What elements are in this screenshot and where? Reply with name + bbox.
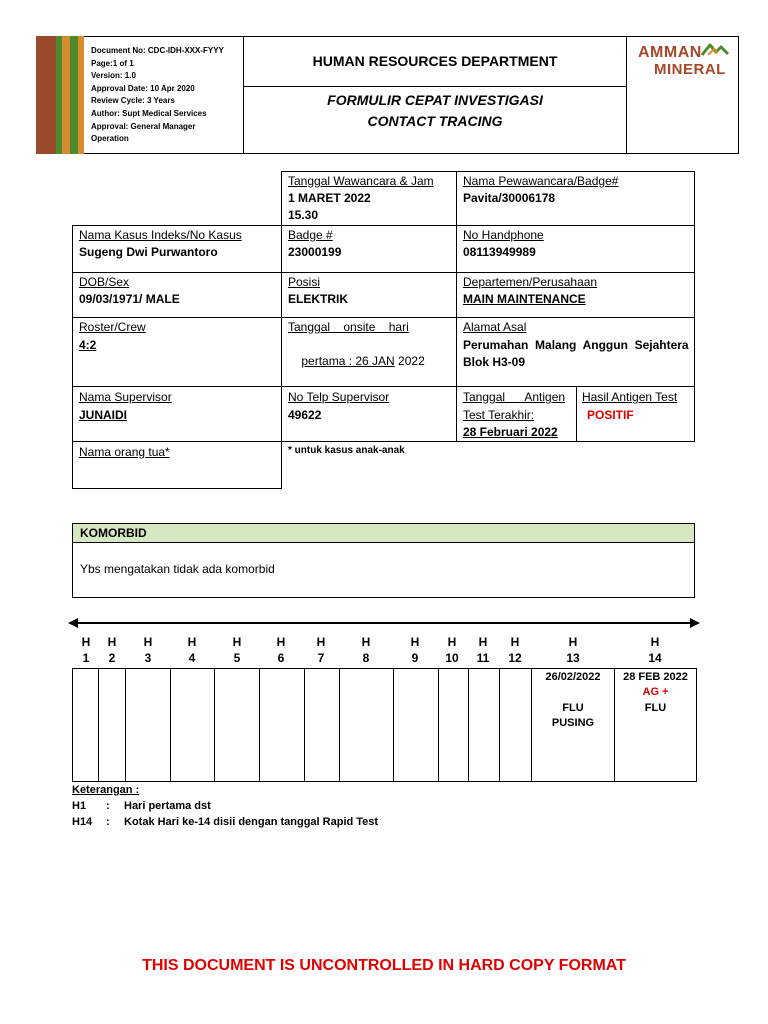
parent-label: Nama orang tua* [79, 445, 170, 459]
day14-date: 28 FEB 2022 [623, 671, 688, 683]
supervisor-label: Nama Supervisor [79, 390, 172, 404]
interview-date-value: 1 MARET 2022 [288, 191, 371, 205]
day-box-3 [125, 668, 171, 782]
day-boxes [72, 668, 697, 782]
dob-label: DOB/Sex [79, 275, 130, 289]
day-header-14: H 14 [648, 635, 662, 665]
phone-cell [456, 225, 695, 273]
komorbid-body [72, 542, 695, 598]
stripe-orange [62, 36, 70, 154]
sup-phone-value: 49622 [288, 408, 322, 422]
day-header-4: H 4 [187, 635, 197, 665]
day-header-9: H 9 [410, 635, 420, 665]
antigen-date-cell [456, 386, 577, 442]
legend-title: Keterangan : [72, 784, 140, 796]
company-logo [636, 41, 732, 81]
day-box-5 [214, 668, 260, 782]
day-box-10 [438, 668, 469, 782]
legend-value-2: Kotak Hari ke-14 disii dengan tanggal Rapid Test [124, 816, 379, 828]
day-header-8: H 8 [361, 635, 371, 665]
day-box-6 [259, 668, 305, 782]
interview-date-label: Tanggal Wawancara & Jam [288, 174, 434, 188]
phone-value: 08113949989 [463, 245, 536, 259]
dept-label: Departemen/Perusahaan [463, 275, 598, 289]
day-box-2 [98, 668, 126, 782]
mountain-icon [700, 41, 730, 57]
position-value: ELEKTRIK [288, 292, 348, 306]
day13-symptom-2: PUSING [551, 717, 595, 729]
interviewer-label: Nama Pewawancara/Badge# [463, 174, 619, 188]
legend-key-1: H1 [72, 800, 87, 812]
case-name-value: Sugeng Dwi Purwantoro [79, 245, 218, 259]
day13-symptom-1: FLU [562, 702, 584, 714]
interview-time-value: 15.30 [288, 208, 319, 222]
antigen-result-label: Hasil Antigen Test [582, 390, 678, 404]
antigen-result-cell [576, 386, 695, 442]
roster-cell [72, 317, 282, 387]
antigen-result-value: POSITIF [587, 408, 634, 422]
sup-phone-label: No Telp Supervisor [288, 390, 390, 404]
case-name-label: Nama Kasus Indeks/No Kasus [79, 228, 242, 242]
form-title-box [243, 86, 627, 154]
legend-value-1: Hari pertama dst [124, 800, 211, 812]
badge-value: 23000199 [288, 245, 342, 259]
day14-symptom-1: FLU [644, 702, 667, 714]
address-label: Alamat Asal [463, 320, 527, 334]
antigen-date-label-line2: Test Terakhir: [463, 408, 535, 422]
interview-date-cell [281, 171, 457, 226]
doc-meta-line: Review Cycle: 3 Years [91, 96, 175, 106]
parent-cell [72, 441, 282, 489]
doc-meta-line: Version: 1.0 [91, 71, 136, 81]
day-box-7 [304, 668, 340, 782]
form-title-line2: CONTACT TRACING [367, 113, 503, 129]
day-header-13: H 13 [566, 635, 580, 665]
doc-meta-line: Approval: General Manager [91, 121, 196, 131]
day-header-7: H 7 [316, 635, 326, 665]
doc-meta-line: Page:1 of 1 [91, 58, 134, 68]
color-stripe [36, 36, 84, 154]
logo-box [626, 36, 739, 154]
day-header-10: H 10 [445, 635, 459, 665]
position-cell [281, 272, 457, 318]
position-label: Posisi [288, 275, 321, 289]
case-name-cell [72, 225, 282, 273]
onsite-date-part2: 2022 [394, 354, 425, 368]
day-box-1 [72, 668, 99, 782]
dept-value: MAIN MAINTENANCE [463, 292, 586, 306]
sup-phone-cell [281, 386, 457, 442]
doc-meta-line: Approval Date: 10 Apr 2020 [91, 83, 195, 93]
day-box-12 [499, 668, 532, 782]
day-box-9 [393, 668, 439, 782]
logo-text-amman: AMMAN [638, 44, 702, 61]
form-title-line1: FORMULIR CEPAT INVESTIGASI [327, 92, 543, 108]
day-header-12: H 12 [508, 635, 522, 665]
dept-cell [456, 272, 695, 318]
department-title: HUMAN RESOURCES DEPARTMENT [312, 53, 558, 69]
address-cell [456, 317, 695, 387]
roster-value: 4:2 [79, 338, 97, 352]
day-header-6: H 6 [276, 635, 286, 665]
doc-meta-line: Operation [91, 134, 129, 144]
legend-sep-2: : [106, 816, 110, 828]
address-value-line2: Blok H3-09 [463, 355, 526, 369]
onsite-date [288, 337, 425, 385]
stripe-brown [36, 36, 56, 154]
day13-date: 26/02/2022 [545, 671, 601, 683]
badge-cell [281, 225, 457, 273]
onsite-cell [281, 317, 457, 387]
phone-label: No Handphone [463, 228, 544, 242]
dob-cell [72, 272, 282, 318]
antigen-date-label-line1: Tanggal Antigen [463, 390, 566, 404]
day-header-5: H 5 [232, 635, 242, 665]
uncontrolled-notice: THIS DOCUMENT IS UNCONTROLLED IN HARD COPY FORMAT [142, 957, 626, 974]
address-value-line1: Perumahan Malang Anggun Sejahtera [463, 338, 689, 352]
dob-value: 09/03/1971/ MALE [79, 292, 180, 306]
logo-text-mineral: MINERAL [654, 61, 726, 78]
day-box-14 [614, 668, 697, 782]
legend-sep-1: : [106, 800, 110, 812]
roster-label: Roster/Crew [79, 320, 146, 334]
parent-note: * untuk kasus anak-anak [288, 445, 405, 456]
day-box-13 [531, 668, 615, 782]
day-header-1: H 1 [81, 635, 91, 665]
day-header-11: H 11 [476, 635, 490, 665]
onsite-label: Tanggal onsite hari [288, 320, 409, 334]
day-header-3: H 3 [143, 635, 153, 665]
komorbid-title: KOMORBID [80, 526, 147, 540]
department-box [243, 36, 627, 87]
doc-meta-line: Document No: CDC-IDH-XXX-FYYY [91, 46, 224, 55]
onsite-date-part1: pertama : 26 JAN [301, 354, 395, 368]
day-box-11 [468, 668, 500, 782]
komorbid-header [72, 523, 695, 543]
stripe-green-2 [70, 36, 78, 154]
interviewer-value: Pavita/30006178 [463, 191, 556, 205]
supervisor-cell [72, 386, 282, 442]
komorbid-text: Ybs mengatakan tidak ada komorbid [80, 562, 275, 576]
interviewer-cell [456, 171, 695, 226]
day-box-8 [339, 668, 394, 782]
doc-meta-line: Author: Supt Medical Services [91, 109, 207, 118]
timeline-arrow [68, 616, 700, 630]
day14-antigen: AG + [642, 686, 669, 698]
day-header-2: H 2 [107, 635, 117, 665]
day-box-4 [170, 668, 215, 782]
antigen-date-value: 28 Februari 2022 [463, 425, 558, 439]
doc-meta-box [84, 36, 244, 154]
badge-label: Badge # [288, 228, 333, 242]
legend-key-2: H14 [72, 816, 93, 828]
supervisor-value: JUNAIDI [79, 408, 128, 422]
